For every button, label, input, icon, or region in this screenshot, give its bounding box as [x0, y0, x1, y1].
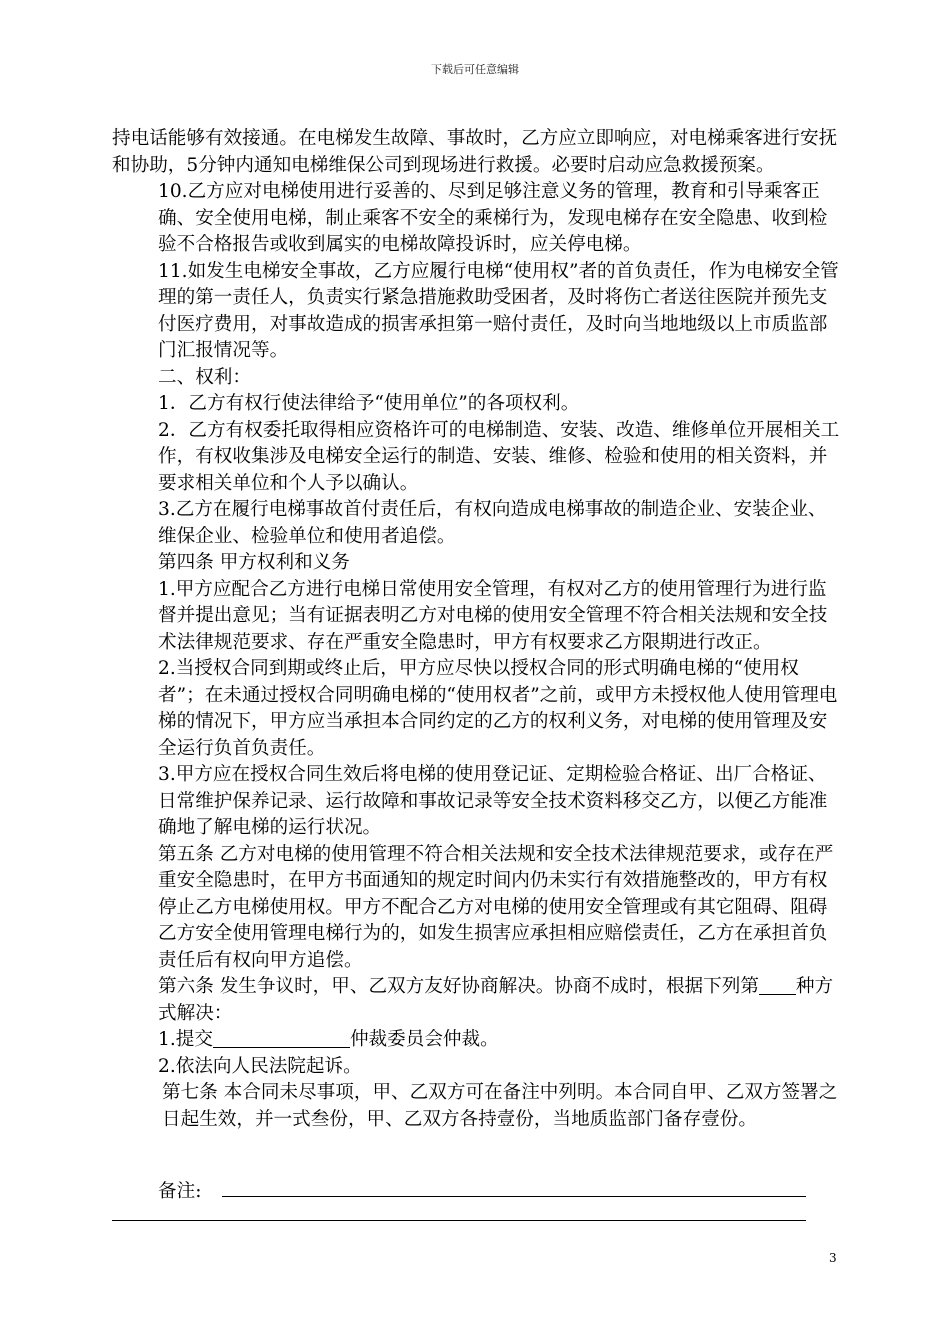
notes-line-1[interactable] — [222, 1196, 806, 1197]
paragraph-8: 1.甲方应配合乙方进行电梯日常使用安全管理，有权对乙方的使用管理行为进行监督并提出意见；当有证据表明乙方对电梯的使用安全管理不符合相关法规和安全技术法律规范要求、存在严重安全隐患时，甲方有权要求乙方限期进行改正。 — [158, 578, 828, 653]
notes-label: 备注: — [158, 1181, 202, 1202]
paragraph-4: 1．乙方有权行使法律给予“使用单位”的各项权利。 — [158, 393, 580, 414]
article-6-lead: 第六条 发生争议时，甲、乙双方友好协商解决。协商不成时，根据下列第 — [158, 976, 759, 997]
section-rights-heading: 二、权利： — [158, 366, 251, 388]
paragraph-5: 2．乙方有权委托取得相应资格许可的电梯制造、安装、改造、维修单位开展相关工作，有权收集涉及电梯安全运行的制造、安装、维修、检验和使用的相关资料，并要求相关单位和个人予以确认。 — [158, 419, 840, 494]
paragraph-0: 持电话能够有效接通。在电梯发生故障、事故时，乙方应立即响应，对电梯乘客进行安抚和协助，5分钟内通知电梯维保公司到现场进行救援。必要时启动应急救援预案。 — [112, 128, 838, 176]
option-2: 2.依法向人民法院起诉。 — [158, 1055, 362, 1077]
paragraph-10: 3.甲方应在授权合同生效后将电梯的使用登记证、定期检验合格证、出厂合格证、日常维护保养记录、运行故障和事故记录等安全技术资料移交乙方，以便乙方能准确地了解电梯的运行状况。 — [158, 764, 828, 838]
option-1-prefix: 1.提交 — [158, 1029, 213, 1050]
article-6 — [112, 974, 840, 1027]
contract-body — [112, 126, 840, 1133]
paragraph-2: 11.如发生电梯安全事故，乙方应履行电梯“使用权”者的首负责任，作为电梯安全管理的第一责任人，负责实行紧急措施救助受困者，及时将伤亡者送往医院并预先支付医疗费用，对事故造成的损害承担第一赔付责任，及时向当地地级以上市质监部门汇报情况等。 — [158, 260, 839, 361]
paragraph-1: 10.乙方应对电梯使用进行妥善的、尽到足够注意义务的管理，教育和引导乘客正确、安全使用电梯，制止乘客不安全的乘梯行为，发现电梯存在安全隐患、收到检验不合格报告或收到属实的电梯故障投诉时，应关停电梯。 — [158, 181, 828, 255]
method-number-blank[interactable] — [759, 976, 796, 995]
paragraph-9: 2.当授权合同到期或终止后，甲方应尽快以授权合同的形式明确电梯的“使用权者”；在未通过授权合同明确电梯的“使用权者”之前，或甲方未授权他人使用管理电梯的情况下，甲方应当承担本合同约定的乙方的权利义务，对电梯的使用管理及安全运行负首负责任。 — [158, 658, 838, 759]
page-number: 3 — [829, 1251, 837, 1265]
article-4-heading: 第四条 甲方权利和义务 — [158, 552, 350, 573]
article-6-tail: 种方式解决： — [158, 976, 834, 1024]
option-1-suffix: 仲裁委员会仲裁。 — [349, 1029, 499, 1050]
notes-line-2[interactable] — [112, 1220, 806, 1221]
arbitration-commission-blank[interactable] — [213, 1029, 350, 1048]
article-5: 第五条 乙方对电梯的使用管理不符合相关法规和安全技术法律规范要求，或存在严重安全隐患时，在甲方书面通知的规定时间内仍未实行有效措施整改的，甲方有权停止乙方电梯使用权。甲方不配合乙方对电梯的使用安全管理或有其它阻碍、阻碍乙方安全使用管理电梯行为的，如发生损害应承担相应赔偿责任，乙方在承担首负责任后有权向甲方追偿。 — [158, 843, 834, 971]
page-header: 下载后可任意编辑 — [431, 63, 519, 76]
paragraph-6: 3.乙方在履行电梯事故首付责任后，有权向造成电梯事故的制造企业、安装企业、维保企业、检验单位和使用者追偿。 — [158, 499, 827, 547]
article-7: 第七条 本合同未尽事项，甲、乙双方可在备注中列明。本合同自甲、乙双方签署之日起生效，并一式叁份，甲、乙双方各持壹份，当地质监部门备存壹份。 — [162, 1082, 838, 1130]
option-1 — [112, 1027, 840, 1054]
